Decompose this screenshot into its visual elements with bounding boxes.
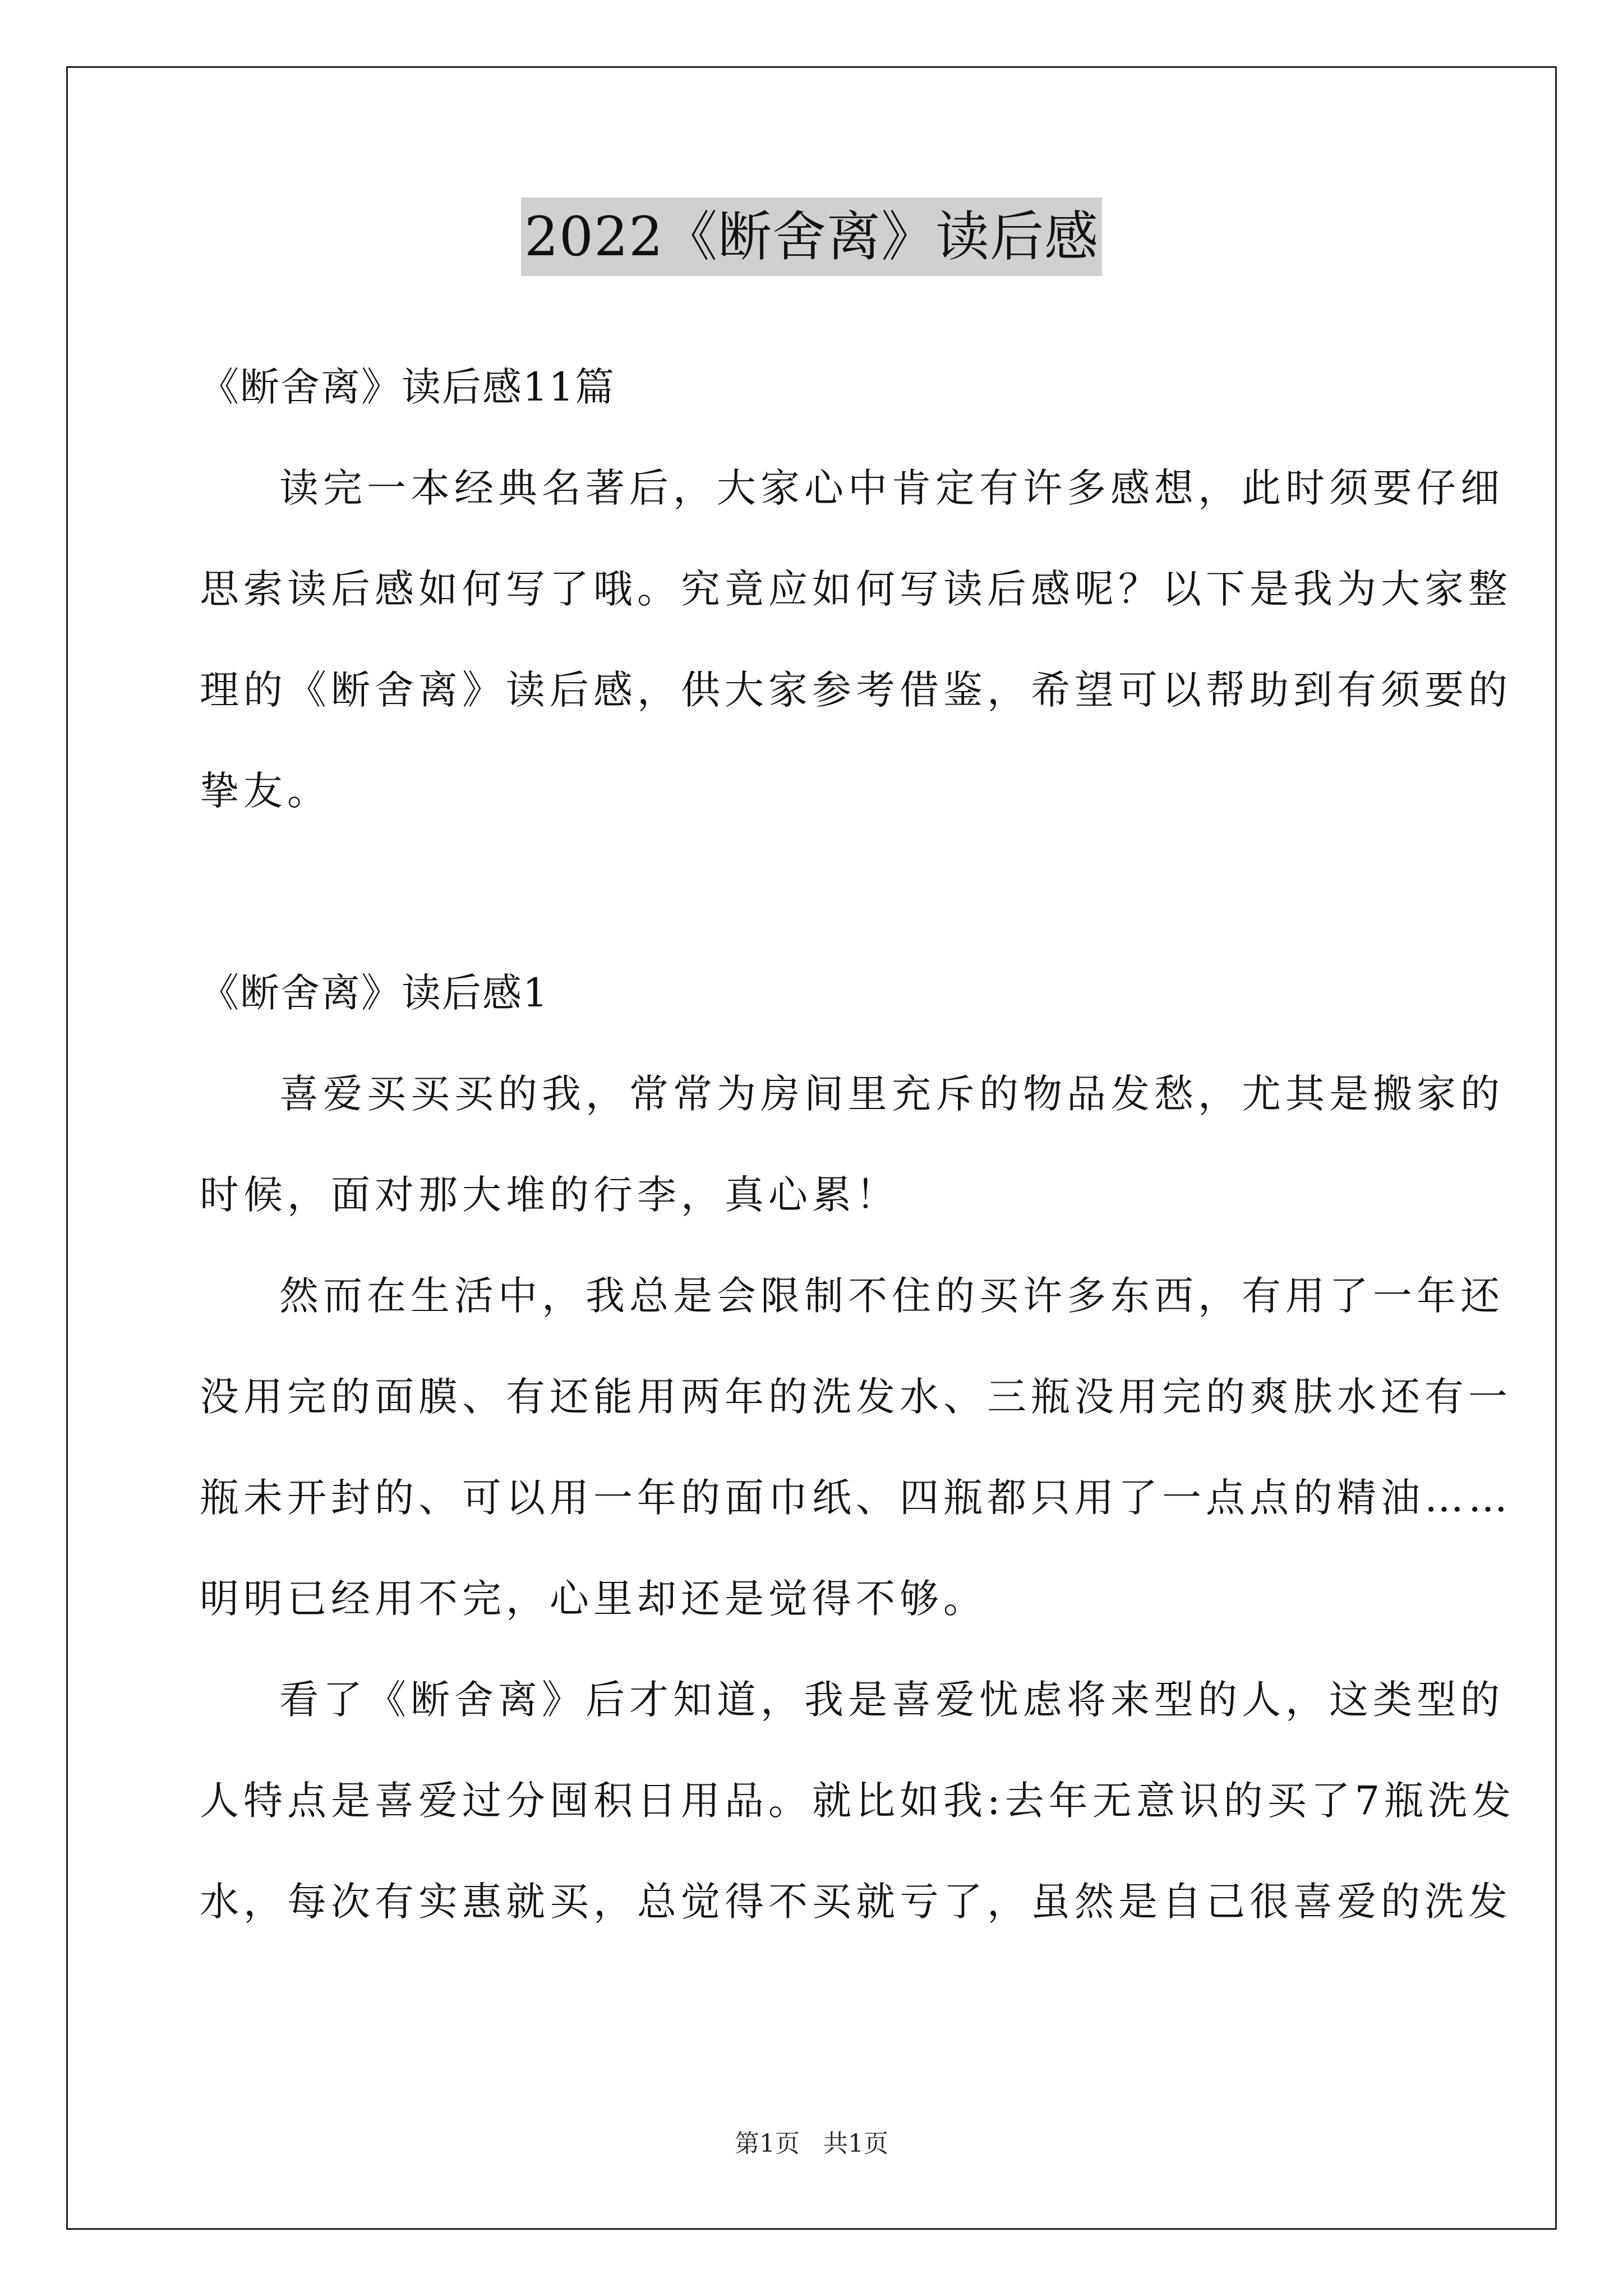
section-heading: 《断舍离》读后感1 xyxy=(200,970,549,1016)
document-body xyxy=(200,337,1516,1952)
document-title: 2022《断舍离》读后感 xyxy=(521,197,1102,276)
page-total: 共1页 xyxy=(823,2129,888,2158)
title-container xyxy=(0,197,1623,276)
body-paragraph-line: 明明已经用不完，心里却还是觉得不够。 xyxy=(200,1576,987,1622)
body-paragraph-line: 瓶未开封的、可以用一年的面巾纸、四瓶都只用了一点点的精油…… xyxy=(200,1475,1512,1521)
intro-paragraph-line: 思索读后感如何写了哦。究竟应如何写读后感呢？以下是我为大家整 xyxy=(200,566,1512,612)
body-paragraph-line: 人特点是喜爱过分囤积日用品。就比如我:去年无意识的买了7瓶洗发 xyxy=(200,1778,1516,1824)
intro-paragraph-line: 读完一本经典名著后，大家心中肯定有许多感想，此时须要仔细 xyxy=(279,465,1504,511)
section-spacer xyxy=(200,841,1433,942)
page-footer xyxy=(0,2127,1623,2161)
body-paragraph-line: 然而在生活中，我总是会限制不住的买许多东西，有用了一年还 xyxy=(279,1273,1504,1319)
body-paragraph-line: 没用完的面膜、有还能用两年的洗发水、三瓶没用完的爽肤水还有一 xyxy=(200,1374,1512,1420)
body-paragraph-line: 喜爱买买买的我，常常为房间里充斥的物品发愁，尤其是搬家的 xyxy=(279,1071,1504,1117)
body-paragraph-line: 看了《断舍离》后才知道，我是喜爱忧虑将来型的人，这类型的 xyxy=(279,1677,1504,1723)
body-paragraph-line: 水，每次有实惠就买，总觉得不买就亏了，虽然是自己很喜爱的洗发 xyxy=(200,1879,1512,1925)
page-number: 第1页 xyxy=(735,2129,800,2158)
collection-heading: 《断舍离》读后感11篇 xyxy=(200,364,616,410)
intro-paragraph-line: 挚友。 xyxy=(200,768,331,814)
intro-paragraph-line: 理的《断舍离》读后感，供大家参考借鉴，希望可以帮助到有须要的 xyxy=(200,667,1512,713)
body-paragraph-line: 时候，面对那大堆的行李，真心累！ xyxy=(200,1172,900,1218)
